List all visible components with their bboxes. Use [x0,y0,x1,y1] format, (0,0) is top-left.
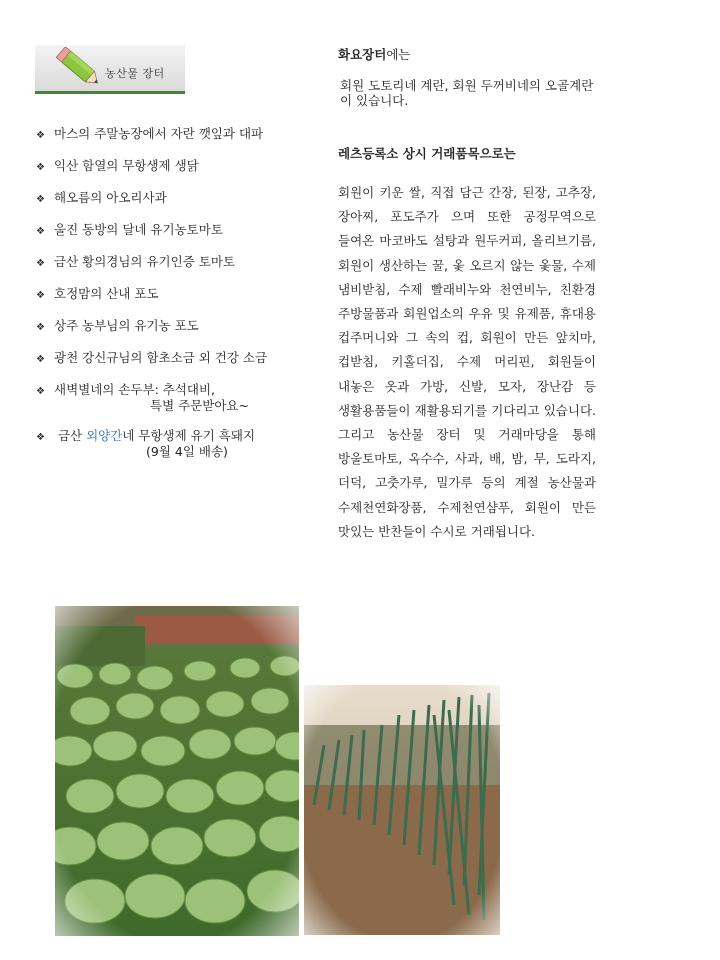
tuesday-market-heading: 화요장터에는 [338,47,411,62]
list-item: ❖ 울진 동방의 달네 유기농토마토 [36,222,306,254]
farm-name-highlight: 외양간 [86,428,123,443]
green-onion-field-photo [304,685,500,935]
diamond-bullet-icon: ❖ [36,194,45,205]
member-eggs-text: 회원 도토리네 계란, 회원 두꺼비네의 오골계란이 있습니다. [340,78,594,108]
diamond-bullet-icon: ❖ [36,162,45,173]
diamond-bullet-icon: ❖ [36,386,45,397]
diamond-bullet-icon: ❖ [36,130,45,141]
list-item: ❖ 상주 농부님의 유기농 포도 [36,318,306,350]
product-list [36,126,306,474]
diamond-bullet-icon: ❖ [36,226,45,237]
diamond-bullet-icon: ❖ [36,258,45,269]
diamond-bullet-icon: ❖ [36,354,45,365]
list-item-pork: ❖ 금산 외양간네 무항생제 유기 흑돼지 (9월 4일 배송) [36,428,256,459]
list-item: ❖ 해오름의 아오리사과 [36,190,306,222]
diamond-bullet-icon: ❖ [36,322,45,333]
regular-items-heading: 레츠등록소 상시 거래품목으로는 [338,146,516,161]
pencil-icon [47,47,107,87]
list-item: ❖ 호정맘의 산내 포도 [36,286,306,318]
list-item: ❖ 금산 황의경님의 유기인증 토마토 [36,254,306,286]
badge-label: 농산물 장터 [105,67,165,80]
list-item-tofu: ❖ 새벽별네의 손두부: 추석대비, 특별 주문받아요~ [36,382,249,413]
perilla-field-photo [55,606,299,936]
badge-underline [35,91,185,94]
list-item: ❖ 익산 함열의 무항생제 생닭 [36,158,306,190]
regular-items-body: 회원이 키운 쌀, 직접 담근 간장, 된장, 고추장, 장아찌, 포도주가 으며 또한 공정무역으로 들여온 마코바도 설탕과 원두커피, 올리브기름, 회원이 생산하는 꿀, 옻 오르지 않는 옻물, 수제 냄비받침, 수제 빨래비누와 천연비누, 친환경 주방물품과 회원업소의 우유 및 유제품, 휴대용 컵주머니와 그 속의 컵, 회원이 만든 앞치마, 컵받침, 키홀더집, 수제 머리핀, 회원들이 내놓은 옷과 가방, 신발, 모자, 장난감 등 생활용품들이 재활용되기를 기다리고 있습니다. 그리고 농산물 장터 및 거래마당을 통해 방울토마토, 옥수수, 사과, 배, 밤, 무, 도라지, 더덕, 고춧가루, 밀가루 등의 계절 농산물과 수제천연화장품, 수제천연샴푸, 회원이 만든 맛있는 반찬들이 수시로 거래됩니다. [338,185,596,539]
diamond-bullet-icon: ❖ [36,432,45,443]
list-item: ❖ 광천 강신규님의 함초소금 외 건강 소금 [36,350,306,382]
list-item: ❖ 마스의 주말농장에서 자란 깻잎과 대파 [36,126,306,158]
section-badge [35,45,185,95]
diamond-bullet-icon: ❖ [36,290,45,301]
